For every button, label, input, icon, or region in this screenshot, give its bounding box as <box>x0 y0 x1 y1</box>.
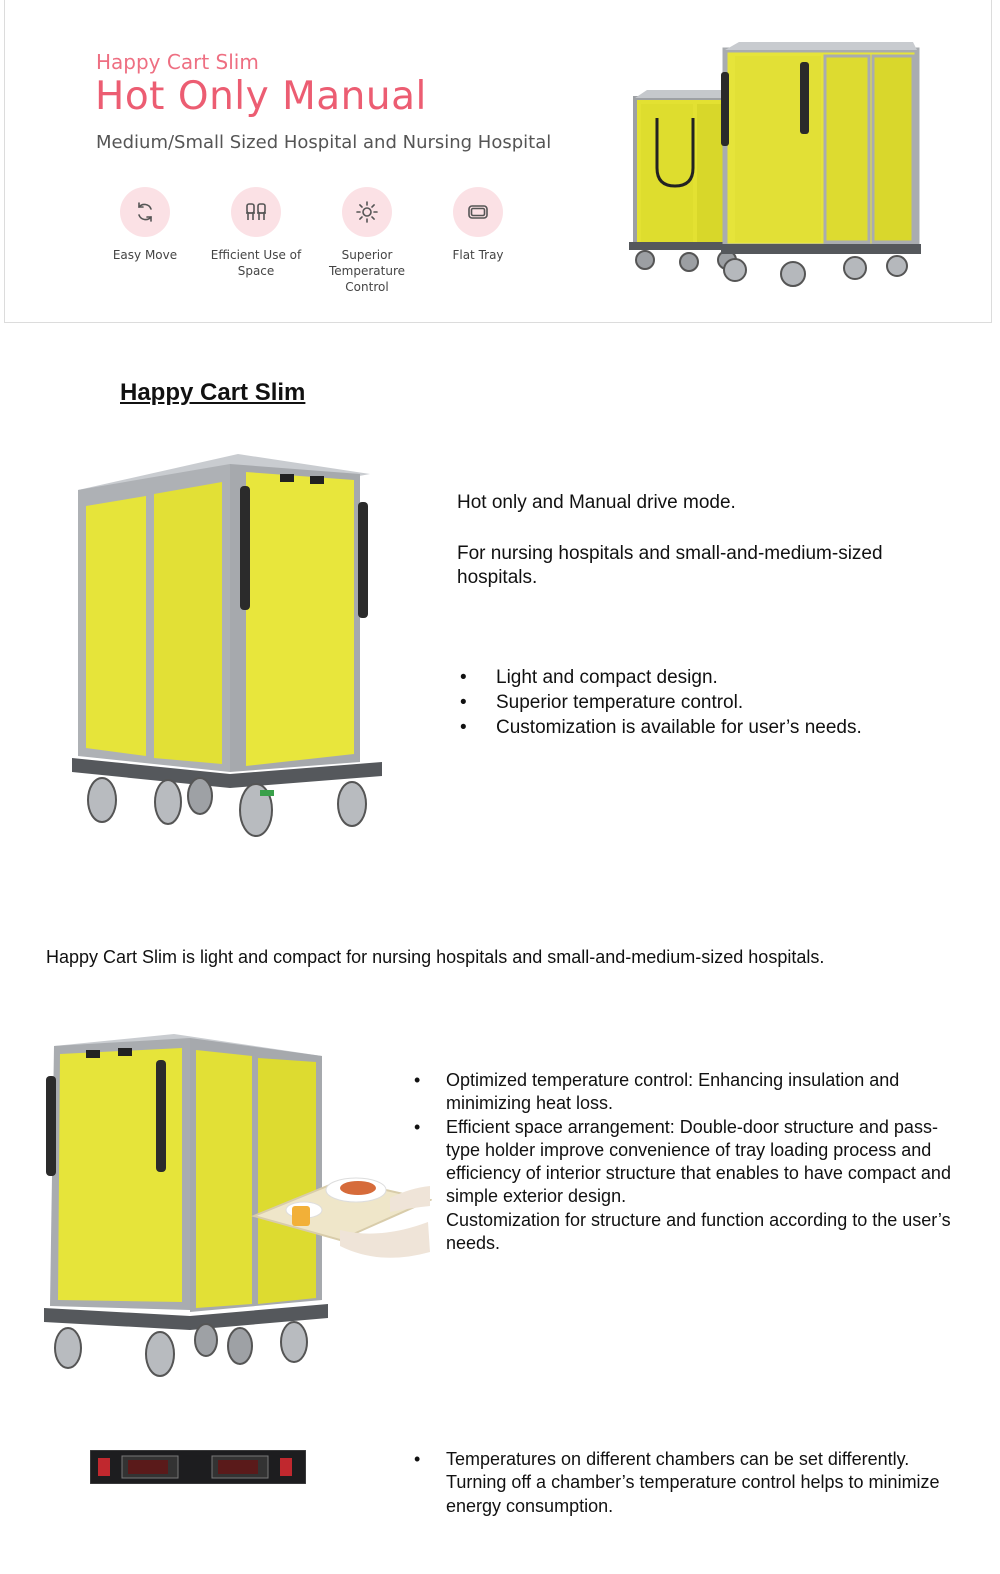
sun-icon <box>342 187 392 237</box>
bullet-icon: • <box>414 1070 421 1090</box>
cart-main-image <box>70 450 390 845</box>
bullet-icon: • <box>414 1449 421 1469</box>
list-item <box>460 665 976 690</box>
bullet-icon: • <box>460 692 467 713</box>
feature-easy-move <box>90 187 200 263</box>
feature-label: Easy Move <box>112 248 178 262</box>
list-item <box>414 1069 966 1116</box>
hero-title: Hot Only Manual <box>95 74 427 119</box>
bullet-text: Superior temperature control. <box>496 692 744 713</box>
bullet-icon: • <box>460 667 467 688</box>
tray-icon <box>453 187 503 237</box>
bullet-icon: • <box>414 1116 421 1137</box>
customization-text: Customization for structure and function according to the user’s needs. <box>446 1209 951 1254</box>
section-title: Happy Cart Slim <box>120 379 306 406</box>
list-item <box>460 690 976 715</box>
bullet-text: Efficient space arrangement: Double-door structure and pass-type holder improve convenience of tray loading process and efficiency of interior structure that enables to have compact and simple exterior design. <box>446 1116 951 1207</box>
hero-subtitle: Happy Cart Slim <box>96 50 259 74</box>
energy-bullet-list <box>414 1448 966 1518</box>
seats-icon <box>231 187 281 237</box>
feature-temperature-control <box>312 187 422 295</box>
control-panel-image <box>90 1450 306 1484</box>
detail-bullet-list <box>414 1069 966 1255</box>
list-item <box>460 715 976 740</box>
refresh-icon <box>120 187 170 237</box>
bullet-text: Temperatures on different chambers can be set differently. Turning off a chamber’s temperature control helps to minimize energy consumption. <box>446 1449 940 1516</box>
list-item <box>414 1448 966 1518</box>
bullet-text: Light and compact design. <box>496 667 718 688</box>
feature-efficient-space <box>201 187 311 279</box>
bullet-text: Customization is available for user’s needs. <box>496 717 862 738</box>
bullet-icon: • <box>460 717 467 738</box>
summary-text: Happy Cart Slim is light and compact for nursing hospitals and small-and-medium-sized hospitals. <box>46 947 825 967</box>
hero-banner <box>4 0 992 323</box>
feature-label: Superior Temperature Control <box>328 248 405 294</box>
list-item <box>414 1116 966 1209</box>
target-text: For nursing hospitals and small-and-medium-sized hospitals. <box>457 543 883 588</box>
bullet-text: Optimized temperature control: Enhancing insulation and minimizing heat loss. <box>446 1070 900 1114</box>
hero-description: Medium/Small Sized Hospital and Nursing Hospital <box>96 132 552 153</box>
mode-text: Hot only and Manual drive mode. <box>457 492 736 513</box>
hero-cart-pair-image <box>627 38 927 296</box>
feature-bullet-list <box>460 665 976 740</box>
feature-flat-tray <box>423 187 533 263</box>
feature-label: Flat Tray <box>452 248 504 262</box>
feature-label: Efficient Use of Space <box>210 248 302 278</box>
cart-with-tray-image <box>40 1030 432 1380</box>
